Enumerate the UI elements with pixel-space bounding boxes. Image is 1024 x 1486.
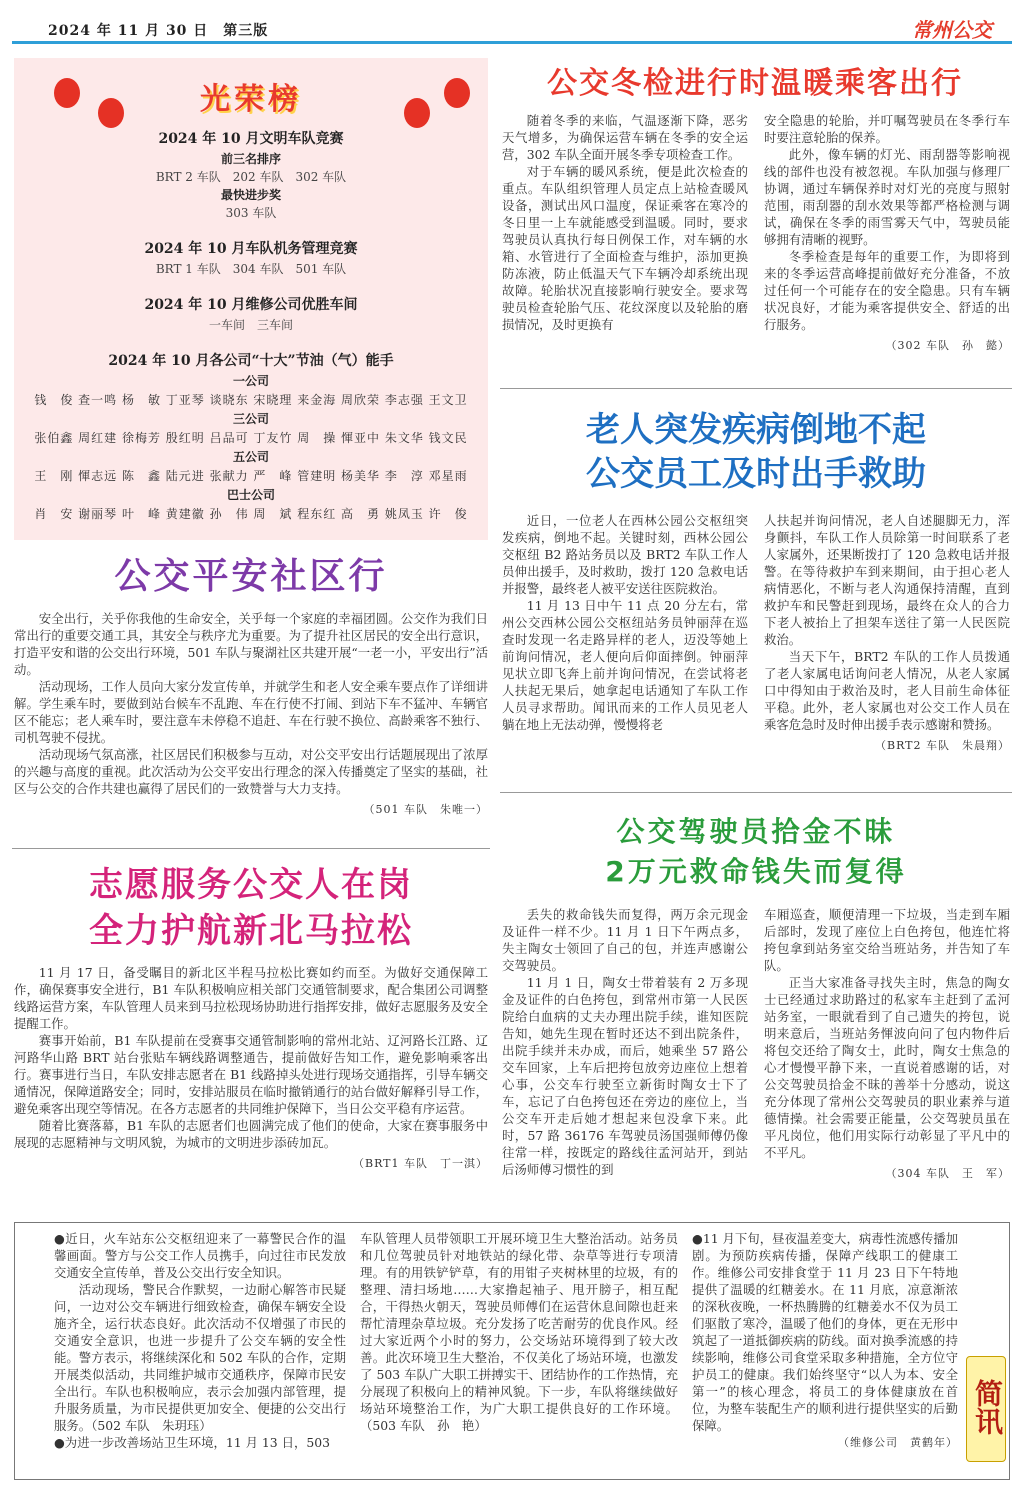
section-heading: 2024 年 10 月维修公司优胜车间 (144, 297, 358, 313)
value-line: 一车间 三车间 (208, 318, 293, 332)
paragraph: 11 月 13 日中午 11 点 20 分左右，常州公交西林公园公交枢纽站务员钟丽萍在巡查时发现一名走路异样的老人，迈没等她上前询问情况，老人便向后仰面摔倒。钟丽萍见状立即飞奔上前并询问情况，在尝试将老人扶起无果后，她拿起电话通知了车队工作人员寻求帮助。闻讯而来的工作人员见老人躺在地上无法动弹，慢慢将老 (502, 598, 748, 732)
paragraph: 人扶起并询问情况，老人自述腿脚无力，浑身颤抖，车队工作人员除第一时间联系了老人家属外，还果断拨打了 120 急救电话并报警。在等待救护车到来期间，由于担心老人病情恶化，不断与老人沟通保持清醒，直到救护车和民警赶到现场，最终在众人的合力下老人被抬上了担架车送往了第一人民医院救治。 (764, 513, 1010, 647)
lantern-icon (98, 98, 124, 128)
paragraph: 正当大家准备寻找失主时，焦急的陶女士已经通过求助路过的私家车主赶到了孟河站务室，一眼就看到了自己遗失的挎包，说明来意后，当班站务惲波向问了包内物件后将包交还给了陶女士，此时，陶女士焦急的心才慢慢平静下来，一直说着感谢的话，对公交驾驶员拾金不昧的善举十分感动，说这充分体现了常州公交驾驶员的职业素养与道德情操。社会需要正能量，公交驾驶员虽在平凡岗位，他们用实际行动彰显了平凡中的不平凡。 (764, 975, 1010, 1160)
divider (12, 848, 490, 849)
company-name: 五公司 (232, 450, 269, 464)
article-title: 公交平安社区行 (114, 556, 388, 597)
name-list: 张伯鑫 周红建 徐梅芳 殷红明 吕品可 丁友竹 周 操 惲亚中 朱文华 钱文民 (34, 431, 468, 445)
article-title (500, 812, 1012, 892)
sub-heading: 最快进步奖 (220, 188, 281, 202)
article-body (14, 610, 488, 817)
paragraph: 11 月 17 日，备受瞩目的新北区半程马拉松比赛如约而至。为做好交通保障工作，确保赛事安全进行，B1 车队积极响应相关部门交通管制要求，配合集团公司调整线路运营方案，车队管理人员来到马拉松现场协助进行指挥安排，做好志愿服务及安全提醒工作。 (14, 965, 488, 1031)
title-line: 全力护航新北马拉松 (89, 911, 413, 951)
section-heading: 2024 年 10 月各公司“十大”节油（气）能手 (108, 353, 394, 369)
divider (500, 388, 1012, 389)
article-title: 公交冬检进行时温暖乘客出行 (547, 66, 963, 101)
paragraph: ●为进一步改善场站卫生环境，11 月 13 日，503 (54, 1435, 331, 1450)
byline: （501 车队 朱唯一） (363, 803, 488, 816)
article-column (764, 906, 1010, 1181)
section-heading: 2024 年 10 月文明车队竞赛 (158, 131, 344, 147)
paragraph: 车厢巡查，顺便清理一下垃圾，当走到车厢后部时，发现了座位上白色挎包，他连忙将挎包拿到站务室交给当班站务，并告知了车队。 (764, 907, 1010, 973)
divider (500, 792, 1012, 793)
name-list: 钱 俊 查一鸣 杨 敏 丁亚琴 谈晓东 宋晓理 来金海 周欣荣 李志强 王文卫 (34, 393, 468, 407)
paragraph: 此外，像车辆的灯光、雨刮器等影响视线的部件也没有被忽视。车队加强与修理厂协调，通过车辆保养时对灯光的亮度与照射范围，雨刮器的刮水效果等都严格检测与调试，确保在冬季的雨雪雾天气中，驾驶员能够拥有清晰的视野。 (764, 147, 1010, 247)
paragraph: ●近日，火车站东公交枢纽迎来了一幕警民合作的温馨画面。警方与公交工作人员携手，向过往市民发放交通安全宣传单，普及公交出行安全知识。 (54, 1231, 346, 1280)
company-name: 三公司 (232, 412, 269, 426)
brief-column (54, 1230, 346, 1451)
paragraph: 11 月 1 日，陶女士带着装有 2 万多现金及证件的白色挎包，到常州市第一人民医院给白血病的丈夫办理出院手续，谁知医院告知，她先生现在暂时还达不到出院条件，出院手续并未办成，而后，她乘坐 57 路公交车回家，上车后把挎包放旁边座位上想着心事，公交车行驶至立新街时陶女士下了车，忘记了白色挎包还在旁边的座位上，当公交车开走后她才想起来包没拿下来。此时，57 路 36176 车驾驶员汤国强师傅仍像往常一样，按既定的路线往孟河站开，到站后汤师傅习惯性的到 (502, 975, 748, 1177)
honor-title: 光荣榜 (200, 82, 302, 117)
newspaper-logo: 常州公交 (912, 18, 992, 42)
honor-board (14, 58, 488, 540)
title-line: 公交驾驶员拾金不昧 (616, 815, 896, 848)
honor-section-1 (14, 128, 488, 222)
brief-column (692, 1230, 958, 1450)
paragraph: 活动现场，工作人员向大家分发宣传单，并就学生和老人安全乘车要点作了详细讲解。学生乘车时，要做到站台候车不乱跑、车在行使不打闹、到站下车不猛冲、车辆官区不能忘；老人乘车时，要注意车未停稳不追赶、车在行驶不换位、高龄乘客不独行、司机驾驶不侵扰。 (14, 679, 488, 745)
value-line: BRT 1 车队 304 车队 501 车队 (155, 262, 347, 276)
paragraph: ●11 月下旬，昼夜温差变大，病毒性流感传播加剧。为预防疾病传播，保障产线职工的健康工作。维修公司安排食堂于 11 月 23 日下午特地提供了温暖的红糖姜水。在 11 月底，凉意渐浓的深秋夜晚，一杯热腾腾的红糖姜水不仅为员工们驱散了寒冷，温暖了他们的身体，更在无形中筑起了一道抵御疾病的防线。面对换季流感的持续影响，维修公司食堂采取多种措施，全方位守护员工的健康。我们始终坚守“以人为本、安全第一”的核心理念，将员工的身体健康放在首位，为整车装配生产的顺利进行提供坚实的后勤保障。 (692, 1231, 958, 1433)
paragraph: 活动现场气氛高涨，社区居民们积极参与互动，对公交平安出行话题展现出了浓厚的兴趣与高度的重视。此次活动为公交平安出行理念的深入传播奠定了坚实的基础，社区与公交的合作共建也赢得了居民们的一致赞誉与大力支持。 (14, 747, 488, 796)
lantern-icon (404, 98, 430, 128)
honor-section-4 (14, 350, 488, 524)
title-line: 公交员工及时出手救助 (586, 454, 926, 494)
byline: （BRT1 车队 丁一淇） (352, 1157, 488, 1170)
paragraph: 随着比赛落幕，B1 车队的志愿者们也圆满完成了他们的使命，大家在赛事服务中展现的志愿精神与文明风貌，为城市的文明进步添砖加瓦。 (14, 1118, 488, 1150)
title-line: 老人突发疾病倒地不起 (586, 410, 926, 450)
lantern-icon (444, 78, 470, 108)
article-body (14, 964, 488, 1171)
title-line: 志愿服务公交人在岗 (89, 865, 413, 905)
page-header (12, 0, 1012, 44)
byline: （302 车队 孙 懿） (885, 339, 1010, 352)
article-title (500, 408, 1012, 496)
paragraph: 冬季检查是每年的重要工作，为即将到来的冬季运营高峰提前做好充分准备，不放过任何一个可能存在的安全隐患。只有车辆状况良好，才能为乘客提供安全、舒适的出行服务。 (764, 249, 1010, 332)
paragraph: 近日，一位老人在西林公园公交枢纽突发疾病，倒地不起。关键时刻，西林公园公交枢纽 B2 路站务员以及 BRT2 车队工作人员伸出援手，及时救助，拨打 120 急救电话并报警，最终老人被平安送往医院救治。 (502, 513, 748, 596)
sub-heading: 前三名排序 (220, 152, 281, 166)
paragraph: 对于车辆的暖风系统，便是此次检查的重点。车队组织管理人员定点上站检查暖风设备，测试出风口温度，保证乘客在寒冷的冬日里一上车就能感受到温暖。同时，要求驾驶员认真执行每日例保工作，对车辆的水箱、水管进行了全面检查与维护，添加更换防冻液，防止低温天气下车辆冷却系统出现故障。轮胎状况直接影响行驶安全。要求驾驶员检查轮胎气压、花纹深度以及轮胎的磨损情况，及时更换有 (502, 164, 748, 332)
paragraph: 安全出行，关乎你我他的生命安全，关乎每一个家庭的幸福团圆。公交作为我们日常出行的重要交通工具，其安全与秩序尤为重要。为了提升社区居民的安全出行意识，打造平安和谐的公交出行环境，501 车队与聚湖社区共建开展“一老一小，平安出行”活动。 (14, 611, 488, 677)
article-column (764, 512, 1010, 753)
name-list: 王 刚 惲志远 陈 鑫 陆元进 张献力 严 峰 管建明 杨美华 李 淳 邓星雨 (34, 469, 468, 483)
company-name: 一公司 (232, 374, 269, 388)
title-line: 2万元救命钱失而复得 (605, 855, 907, 888)
brief-column (360, 1230, 678, 1434)
paragraph: 当天下午，BRT2 车队的工作人员拨通了老人家属电话询问老人情况，从老人家属口中得知由于救治及时，老人目前生命体征平稳。此外，老人家属也对公交工作人员在乘客危急时及时伸出援手表示感谢和赞扬。 (764, 649, 1010, 732)
article-column (502, 112, 748, 333)
company-name: 巴士公司 (226, 488, 275, 502)
honor-section-3 (14, 294, 488, 334)
paragraph: 丢失的救命钱失而复得，两万余元现金及证件一样不少。11 月 1 日下午两点多，失主陶女士领回了自己的包，并连声感谢公交驾驶员。 (502, 907, 748, 973)
value-line: 303 车队 (225, 206, 277, 220)
section-heading: 2024 年 10 月车队机务管理竞赛 (144, 241, 358, 257)
paragraph: 活动现场，警民合作默契，一边耐心解答市民疑问，一边对公交车辆进行细致检查，确保车辆安全设施齐全，运行状态良好。此次活动不仅增强了市民的交通安全意识，也进一步提升了公交车辆的安全性能。警方表示，将继续深化和 502 车队的合作，定期开展类似活动，共同维护城市交通秩序，保障市民安全出行。车队也积极响应，表示会加强内部管理，提升服务质量，为市民提供更加安全、便捷的公交出行服务。（502 车队 朱玥珏） (54, 1282, 346, 1433)
byline: （BRT2 车队 朱晨翔） (874, 739, 1010, 752)
byline: （304 车队 王 军） (885, 1167, 1010, 1180)
paragraph: 赛事开始前，B1 车队提前在受赛事交通管制影响的常州北站、辽河路长江路、辽河路华山路 BRT 站台张贴车辆线路调整通告，提前做好告知工作，避免影响乘客出行。赛事进行当日，车队安排志愿者在 B1 线路掉头处进行现场交通指挥，引导车辆交通情况，保障道路安全；同时，安排站服员在临时撤销通行的站台做好解释引导工作，避免乘客出现空等情况。在各方志愿者的共同维护保障下，当日公交平稳有序运营。 (14, 1033, 488, 1116)
lantern-icon (54, 78, 80, 108)
name-list: 肖 安 谢丽琴 叶 峰 黄建徽 孙 伟 周 斌 程东红 高 勇 姚凤玉 许 俊 (34, 507, 468, 521)
issue-date: 2024 年 11 月 30 日 第三版 (48, 23, 269, 39)
value-line: BRT 2 车队 202 车队 302 车队 (155, 170, 347, 184)
article-column (502, 512, 748, 733)
byline: （维修公司 黄鹤年） (838, 1436, 958, 1449)
article-title (14, 862, 488, 954)
paragraph: 随着冬季的来临，气温逐渐下降，恶劣天气增多，为确保运营车辆在冬季的安全运营，302 车队全面开展冬季专项检查工作。 (502, 113, 748, 162)
honor-section-2 (14, 238, 488, 278)
brief-label: 简讯 (966, 1356, 1006, 1462)
article-column (764, 112, 1010, 353)
paragraph: 车队管理人员带领职工开展环境卫生大整治活动。站务员和几位驾驶员针对地铁站的绿化带、杂草等进行专项清理。有的用铁铲铲草，有的用钳子夹树林里的垃圾，有的整理、清扫场地……大家撸起袖子、甩开膀子，相互配合，干得热火朝天，驾驶员师傅们在运营休息间隙也赶来帮忙清理杂草垃圾。充分发扬了吃苦耐劳的优良作风。经过大家近两个小时的努力，公交场站环境得到了较大改善。此次环境卫生大整治，不仅美化了场站环境，也激发了 503 车队广大职工拼搏实干、团结协作的工作热情，充分展现了积极向上的精神风貌。下一步，车队将继续做好场站环境整治工作，为广大职工提供良好的工作环境。（503 车队 孙 艳） (360, 1231, 678, 1433)
paragraph: 安全隐患的轮胎，并叮嘱驾驶员在冬季行车时要注意轮胎的保养。 (764, 113, 1010, 145)
article-column (502, 906, 748, 1178)
